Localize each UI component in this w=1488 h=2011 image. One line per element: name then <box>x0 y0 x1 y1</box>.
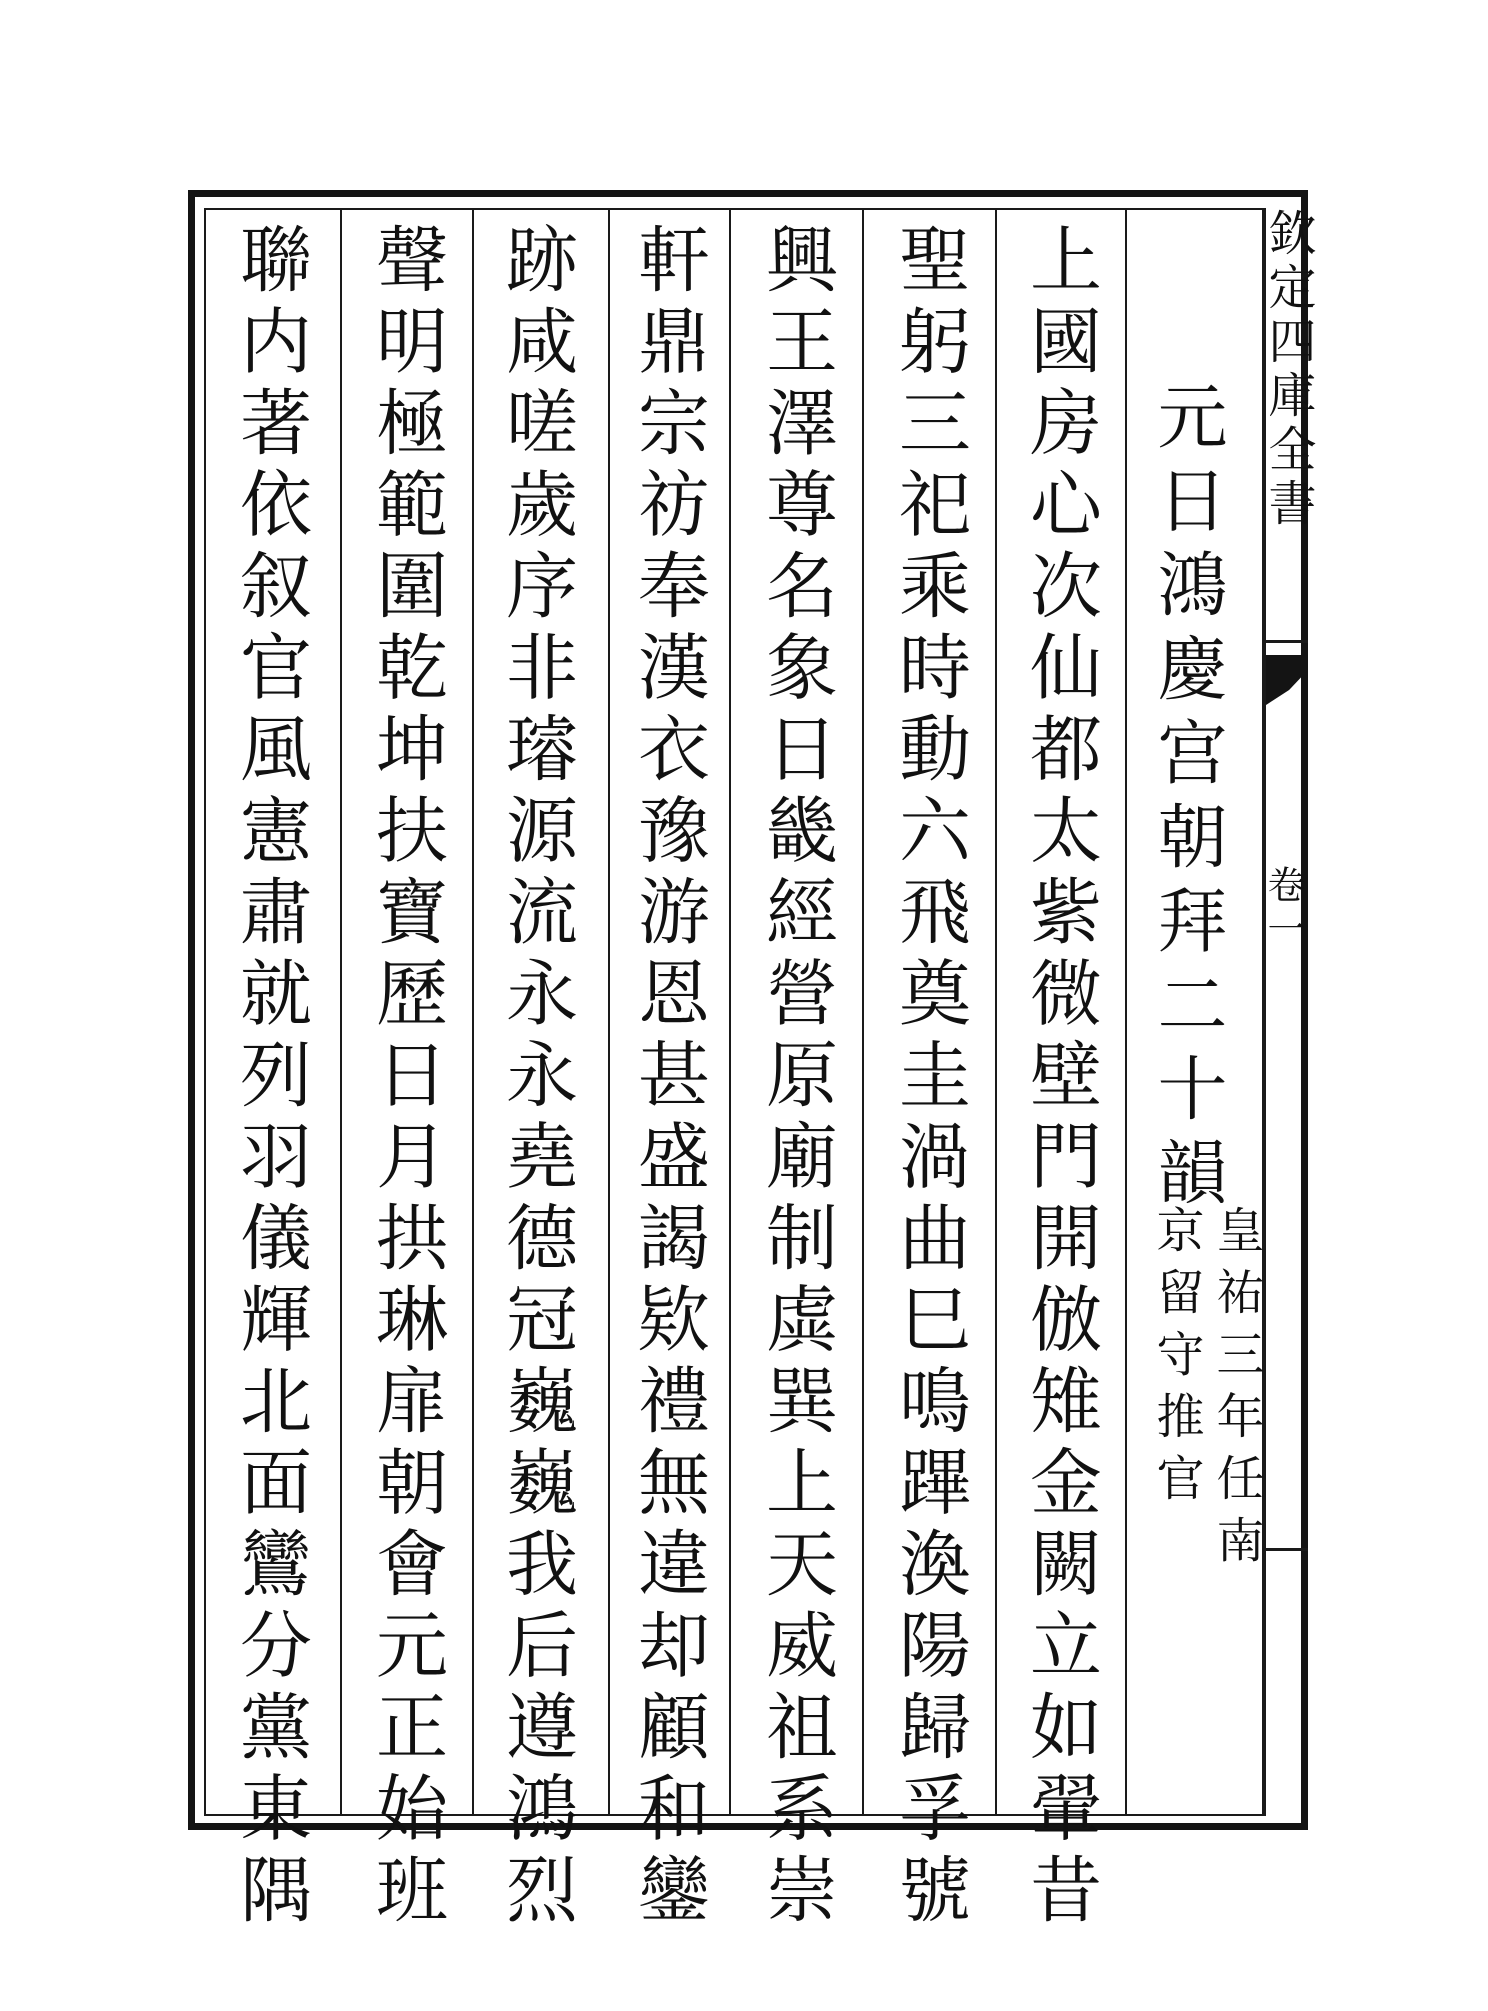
column-rule <box>340 208 342 1816</box>
column-rule <box>862 208 864 1816</box>
spine-divider <box>1266 640 1308 643</box>
text-column-3: 興王澤尊名象日畿經營原廟制虡巽上天威祖系崇 <box>754 222 838 1934</box>
text-column-2: 聖躬三祀乘時動六飛奠圭渦曲巳鳴蹕渙陽歸孚號 <box>887 222 971 1934</box>
text-column-6: 聲明極範圍乾坤扶寶歷日月拱琳扉朝會元正始班 <box>364 222 448 1934</box>
column-rule <box>729 208 731 1816</box>
column-rule <box>1125 208 1127 1816</box>
text-column-7: 聯内著依叙官風憲肅就列羽儀輝北面鸞分黨東隅 <box>228 222 312 1934</box>
spine-divider <box>1266 1548 1308 1551</box>
text-column-5: 跡咸嗟歲序非璿源流永永堯德冠巍巍我后遵鴻烈 <box>494 222 578 1934</box>
juan-label: 卷一 <box>1261 865 1305 953</box>
column-rule <box>608 208 610 1816</box>
book-title: 欽定四庫全書 <box>1260 208 1316 532</box>
column-rule <box>995 208 997 1816</box>
poem-title: 元日鴻慶宫朝拜二十韻 <box>1146 380 1228 1220</box>
author-note-1: 皇祐三年任南 <box>1208 1205 1264 1577</box>
text-column-4: 軒鼎宗祊奉漢衣豫游恩甚盛謁欵禮無違却顧和鑾 <box>626 222 710 1934</box>
column-rule <box>472 208 474 1816</box>
author-note-2: 京留守推官 <box>1148 1205 1204 1515</box>
text-frame <box>204 208 1264 1816</box>
text-column-1: 上國房心次仙都太紫微壁門開倣雉金闕立如翬昔 <box>1018 222 1102 1934</box>
